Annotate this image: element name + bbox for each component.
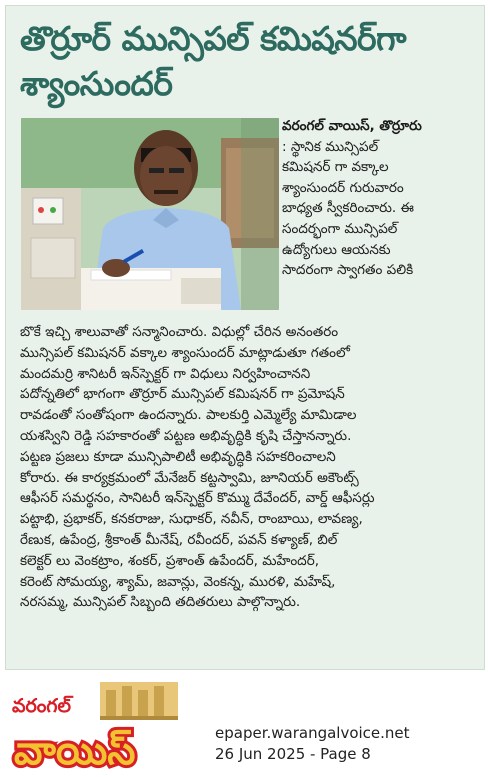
byline: వరంగల్ వాయిస్, తొర్రూరు — [282, 118, 422, 134]
logo-small-text: వరంగల్ — [12, 695, 71, 717]
body-line: మందమర్రి శానిటరీ ఇన్‌స్పెక్టర్ గా విధులు నిర్వహించానని — [20, 365, 311, 382]
headline — [20, 16, 480, 106]
footer-date-page: 26 Jun 2025 - Page 8 — [215, 745, 371, 763]
intro-line: కమిషనర్ గా వక్కాల — [282, 159, 389, 176]
body-line: రావడంతో సంతోషంగా ఉందన్నారు. పాలకుర్తి ఎమ్మెల్యే మామిడాల — [20, 407, 357, 424]
headline-line-2: శ్యాంసుందర్ — [20, 64, 173, 103]
body-line: బొకే ఇచ్చి శాలువాతో సన్మానించారు. విధుల్లో చేరిన అనంతరం — [20, 324, 339, 340]
article-body — [20, 322, 486, 613]
commissioner-photo — [21, 118, 279, 310]
body-line: ఆఫీసర్ సమర్థనం, సానిటరీ ఇన్‌స్పెక్టర్ కొమ్ము దేవేందర్, వార్డ్ ఆఫీసర్లు — [20, 490, 375, 507]
intro-line: ఉద్యోగులు ఆయనకు — [282, 241, 391, 258]
body-line: మున్సిపల్ కమిషనర్ వక్కాల శ్యాంసుందర్ మాట్లాడుతూ గతంలో — [20, 344, 350, 361]
body-line: కోరారు. ఈ కార్యక్రమంలో మేనేజర్ కట్టస్వామి, జూనియర్ అకౌంట్స్ — [20, 469, 359, 486]
article-panel — [5, 5, 485, 670]
headline-line-1: తొర్రూర్ మున్సిపల్ కమిషనర్‌గా — [20, 19, 406, 58]
body-line: పట్టణ ప్రజలు కూడా మున్సిపాలిటీ అభివృద్ధికి సహకరించాలని — [20, 448, 336, 465]
footer-site: epaper.warangalvoice.net — [215, 724, 410, 742]
intro-line: సాదరంగా స్వాగతం పలికి — [282, 262, 414, 279]
warangal-voice-logo — [8, 676, 204, 776]
intro-line: బాధ్యత స్వీకరించారు. ఈ — [282, 200, 414, 217]
logo-big-text: వాయిస్ — [14, 728, 136, 774]
intro-line: సందర్భంగా మున్సిపల్ — [282, 220, 398, 237]
body-line: యశస్విని రెడ్డి సహకారంతో పట్టణ అభివృద్ధికి కృషి చేస్తానన్నారు. — [20, 427, 352, 444]
intro-line: : స్థానిక మున్సిపల్ — [282, 138, 379, 155]
intro-block — [282, 116, 482, 281]
body-line: కరెంట్ సోమయ్య, శ్యామ్, జవాన్లు, వెంకన్న, మురళి, మహేష్, — [20, 573, 336, 590]
body-line: పట్టాభి, ప్రభాకర్, కనకరాజు, సుధాకర్, నవీన్, రాంబాయి, లావణ్య, — [20, 511, 363, 528]
body-line: పదోన్నతిలో భాగంగా తొర్రూర్ మున్సిపల్ కమిషనర్ గా ప్రమోషన్ — [20, 386, 345, 403]
body-line: కలెక్టర్ లు వెంకట్రాం, శంకర్, ప్రశాంత్ ఉపేందర్, మహేందర్, — [20, 552, 320, 569]
body-line: నరసమ్మ, మున్సిపల్ సిబ్బంది తదితరులు పాల్గొన్నారు. — [20, 594, 301, 611]
body-line: రేణుక, ఉపేంద్ర, శ్రీకాంత్ మీనేష్, రవీందర్, పవన్ కళ్యాణ్, బిల్ — [20, 531, 338, 548]
intro-line: శ్యాంసుందర్ గురువారం — [282, 179, 404, 196]
